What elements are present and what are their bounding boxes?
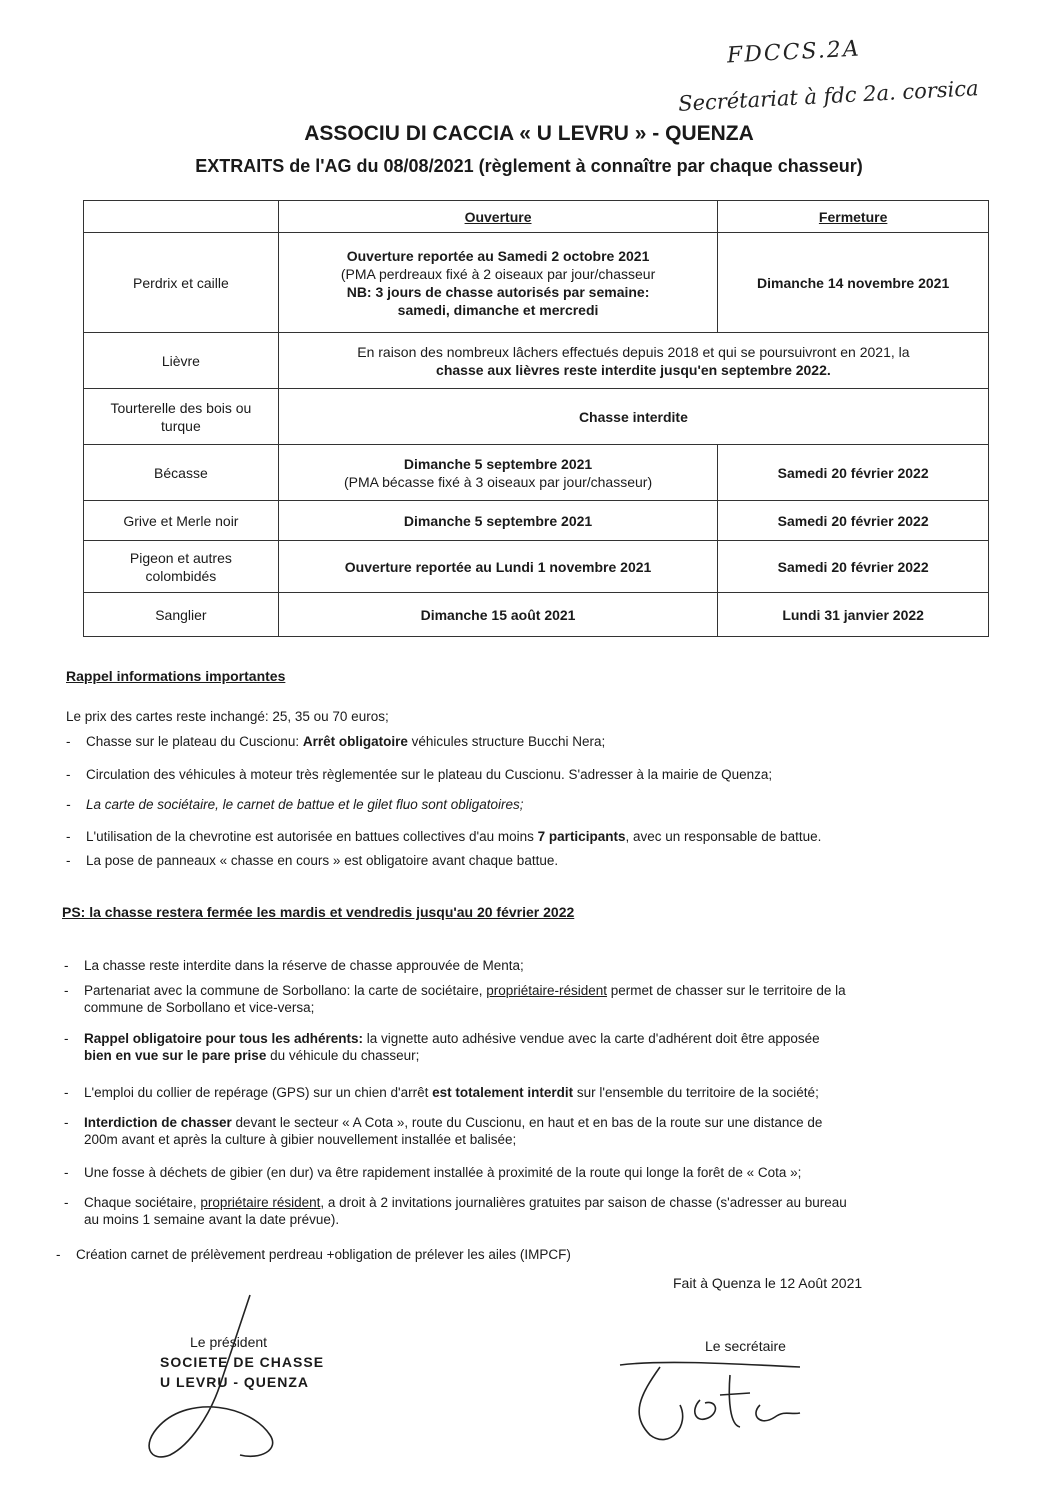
ps-item: - Partenariat avec la commune de Sorbollano: la carte de sociétaire, propriétaire-résident permet de chasser sur le territoire de la commune de Sorbollano et vice-versa; [64, 983, 846, 1015]
hunting-dates-table [83, 200, 989, 637]
table-row [84, 389, 989, 445]
table-row [84, 541, 989, 593]
ps-item: - Interdiction de chasser devant le secteur « A Cota », route du Cuscionu, en haut et en bas de la route sur une distance de 200m avant et après la culture à gibier nouvellement installée et balisée; [64, 1115, 823, 1147]
open-cell: Dimanche 15 août 2021 [278, 593, 717, 637]
species-cell: Grive et Merle noir [84, 501, 279, 541]
rappel-item: - Circulation des véhicules à moteur très règlementée sur le plateau du Cuscionu. S'adresser à la mairie de Quenza; [66, 767, 773, 782]
secretary-label: Le secrétaire [705, 1338, 786, 1354]
rappel-item: - L'utilisation de la chevrotine est autorisée en battues collectives d'au moins 7 participants, avec un responsable de battue. [66, 829, 822, 844]
header-close-cell: Fermeture [718, 201, 989, 233]
handwritten-note-secretariat: Secrétariat à fdc 2a. corsica [677, 76, 980, 116]
open-cell: Ouverture reportée au Lundi 1 novembre 2021 [278, 541, 717, 593]
close-cell: Samedi 20 février 2022 [718, 445, 989, 501]
table-row [84, 333, 989, 389]
header-species-cell [84, 201, 279, 233]
open-cell: Dimanche 5 septembre 2021 (PMA bécasse fixé à 3 oiseaux par jour/chasseur) [278, 445, 717, 501]
open-cell: Ouverture reportée au Samedi 2 octobre 2021 (PMA perdreaux fixé à 2 oiseaux par jour/chasseur NB: 3 jours de chasse autorisés par semaine: samedi, dimanche et mercredi [278, 233, 717, 333]
rappel-item: - La pose de panneaux « chasse en cours » est obligatoire avant chaque battue. [66, 853, 559, 868]
president-signature-icon [130, 1285, 300, 1470]
date-place: Fait à Quenza le 12 Août 2021 [673, 1275, 863, 1291]
handwritten-note-code: FDCCS.2A [726, 36, 862, 69]
close-cell: Dimanche 14 novembre 2021 [718, 233, 989, 333]
document-title: ASSOCIU DI CACCIA « U LEVRU » - QUENZA [304, 122, 754, 145]
ps-item: - Chaque sociétaire, propriétaire résident, a droit à 2 invitations journalières gratuites par saison de chasse (s'adresser au bureau au moins 1 semaine avant la date prévue). [64, 1195, 847, 1227]
stamp-line-2: U LEVRU - QUENZA [160, 1374, 309, 1390]
secretary-signature-icon [600, 1355, 840, 1455]
document-subtitle: EXTRAITS de l'AG du 08/08/2021 (règlement à connaître par chaque chasseur) [195, 156, 863, 176]
merged-cell: Chasse interdite [278, 389, 988, 445]
table-header-row [84, 201, 989, 233]
table-row [84, 233, 989, 333]
table-row [84, 501, 989, 541]
species-cell: Bécasse [84, 445, 279, 501]
header-open-cell: Ouverture [278, 201, 717, 233]
species-cell: Tourterelle des bois ou turque [84, 389, 279, 445]
merged-cell: En raison des nombreux lâchers effectués depuis 2018 et qui se poursuivront en 2021, la chasse aux lièvres reste interdite jusqu'en septembre 2022. [278, 333, 988, 389]
species-cell: Sanglier [84, 593, 279, 637]
ps-item: - La chasse reste interdite dans la réserve de chasse approuvée de Menta; [64, 958, 524, 973]
president-label: Le président [190, 1334, 268, 1350]
ps-item: - L'emploi du collier de repérage (GPS) sur un chien d'arrêt est totalement interdit sur l'ensemble du territoire de la société; [64, 1085, 819, 1100]
ps-item: - Une fosse à déchets de gibier (en dur) va être rapidement installée à proximité de la route qui longe la forêt de « Cota »; [64, 1165, 802, 1180]
rappel-title: Rappel informations importantes [66, 668, 286, 684]
species-cell: Lièvre [84, 333, 279, 389]
stamp-line-1: SOCIETE DE CHASSE [160, 1354, 325, 1370]
ps-item: - Création carnet de prélèvement perdreau +obligation de prélever les ailes (IMPCF) [56, 1247, 571, 1262]
close-cell: Samedi 20 février 2022 [718, 501, 989, 541]
species-cell: Perdrix et caille [84, 233, 279, 333]
rappel-item: - La carte de sociétaire, le carnet de battue et le gilet fluo sont obligatoires; [66, 797, 524, 812]
open-cell: Dimanche 5 septembre 2021 [278, 501, 717, 541]
ps-item: - Rappel obligatoire pour tous les adhérents: la vignette auto adhésive vendue avec la carte d'adhérent doit être apposée bien en vue sur le pare prise du véhicule du chasseur; [64, 1031, 820, 1063]
rappel-item: - Chasse sur le plateau du Cuscionu: Arrêt obligatoire véhicules structure Bucchi Nera; [66, 734, 606, 749]
rappel-intro: Le prix des cartes reste inchangé: 25, 35 ou 70 euros; [66, 709, 389, 724]
ps-title: PS: la chasse restera fermée les mardis et vendredis jusqu'au 20 février 2022 [62, 904, 575, 920]
table-row [84, 445, 989, 501]
table-row [84, 593, 989, 637]
close-cell: Lundi 31 janvier 2022 [718, 593, 989, 637]
species-cell: Pigeon et autres colombidés [84, 541, 279, 593]
close-cell: Samedi 20 février 2022 [718, 541, 989, 593]
